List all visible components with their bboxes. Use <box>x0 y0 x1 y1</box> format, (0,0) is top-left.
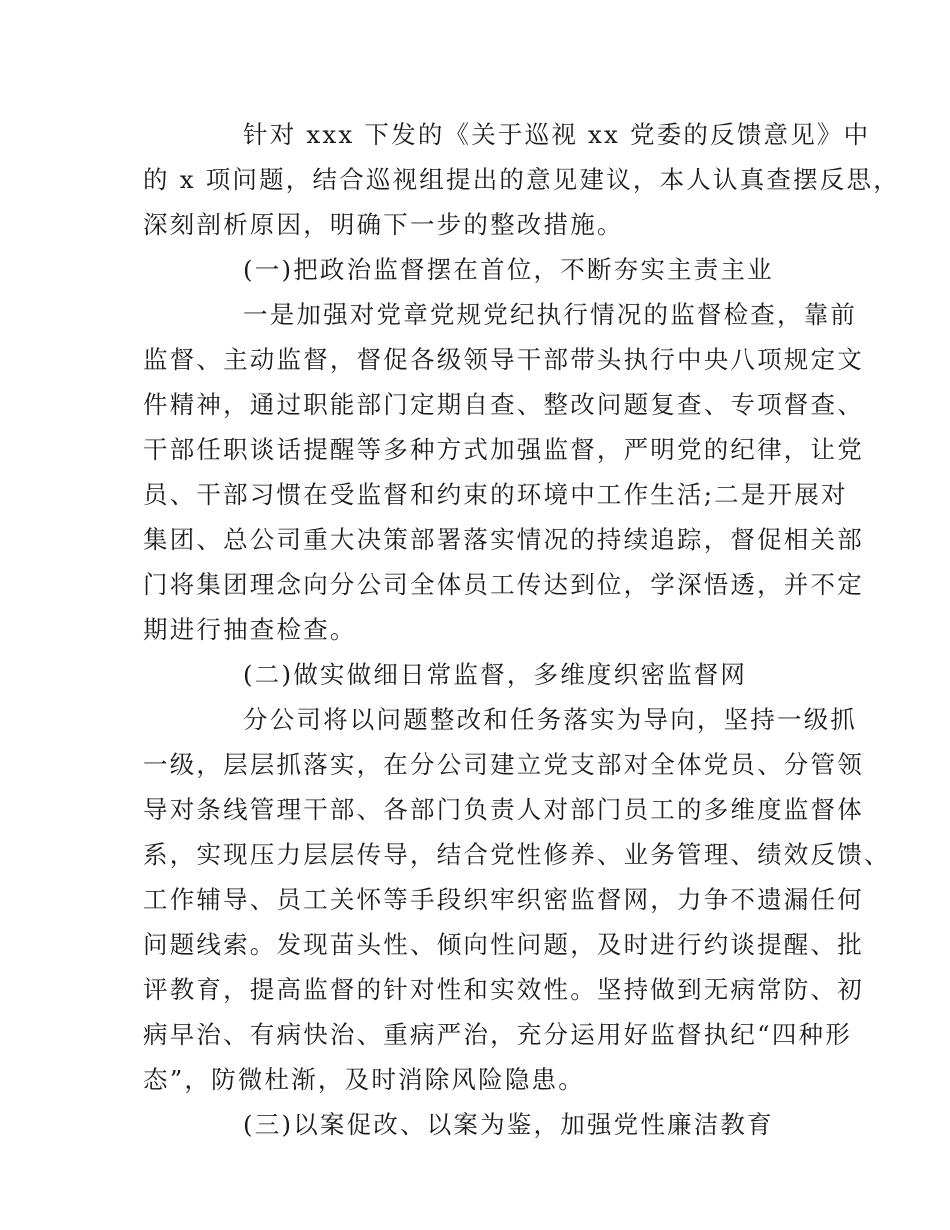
paragraph-line: 门将集团理念向分公司全体员工传达到位，学深悟透，并不定 <box>143 570 864 599</box>
paragraph-line: 期进行抽查检查。 <box>143 615 357 644</box>
section-heading-3: (三)以案促改、以案为鉴，加强党性廉洁教育 <box>243 1110 774 1139</box>
paragraph-line: 导对条线管理干部、各部门负责人对部门员工的多维度监督体 <box>143 795 864 824</box>
paragraph-line: 系，实现压力层层传导，结合党性修养、业务管理、绩效反馈、 <box>143 840 891 869</box>
paragraph-line: 问题线索。发现苗头性、倾向性问题，及时进行约谈提醒、批 <box>143 930 864 959</box>
section-heading-1: (一)把政治监督摆在首位，不断夯实主责主业 <box>243 255 774 284</box>
paragraph-line: 病早治、有病快治、重病严治，充分运用好监督执纪“四种形 <box>143 1020 852 1049</box>
paragraph-line: 评教育，提高监督的针对性和实效性。坚持做到无病常防、初 <box>143 975 864 1004</box>
section-heading-2: (二)做实做细日常监督，多维度织密监督网 <box>243 660 748 689</box>
paragraph-line: 件精神，通过职能部门定期自查、整改问题复查、专项督查、 <box>143 390 864 419</box>
paragraph-line: 态”，防微杜渐，及时消除风险隐患。 <box>143 1065 585 1094</box>
paragraph-line: 针对 xxx 下发的《关于巡视 xx 党委的反馈意见》中 <box>243 120 871 149</box>
paragraph-line: 一是加强对党章党规党纪执行情况的监督检查，靠前 <box>243 300 858 329</box>
paragraph-line: 工作辅导、员工关怀等手段织牢织密监督网，力争不遗漏任何 <box>143 885 864 914</box>
paragraph-line: 的 x 项问题，结合巡视组提出的意见建议，本人认真查摆反思， <box>143 165 900 194</box>
paragraph-line: 干部任职谈话提醒等多种方式加强监督，严明党的纪律，让党 <box>143 435 864 464</box>
paragraph-line: 分公司将以问题整改和任务落实为导向，坚持一级抓 <box>243 705 858 734</box>
paragraph-line: 监督、主动监督，督促各级领导干部带头执行中央八项规定文 <box>143 345 864 374</box>
paragraph-line: 一级，层层抓落实，在分公司建立党支部对全体党员、分管领 <box>143 750 864 779</box>
paragraph-line: 员、干部习惯在受监督和约束的环境中工作生活;二是开展对 <box>143 480 848 509</box>
paragraph-line: 深刻剖析原因，明确下一步的整改措施。 <box>143 210 624 239</box>
paragraph-line: 集团、总公司重大决策部署落实情况的持续追踪，督促相关部 <box>143 525 864 554</box>
